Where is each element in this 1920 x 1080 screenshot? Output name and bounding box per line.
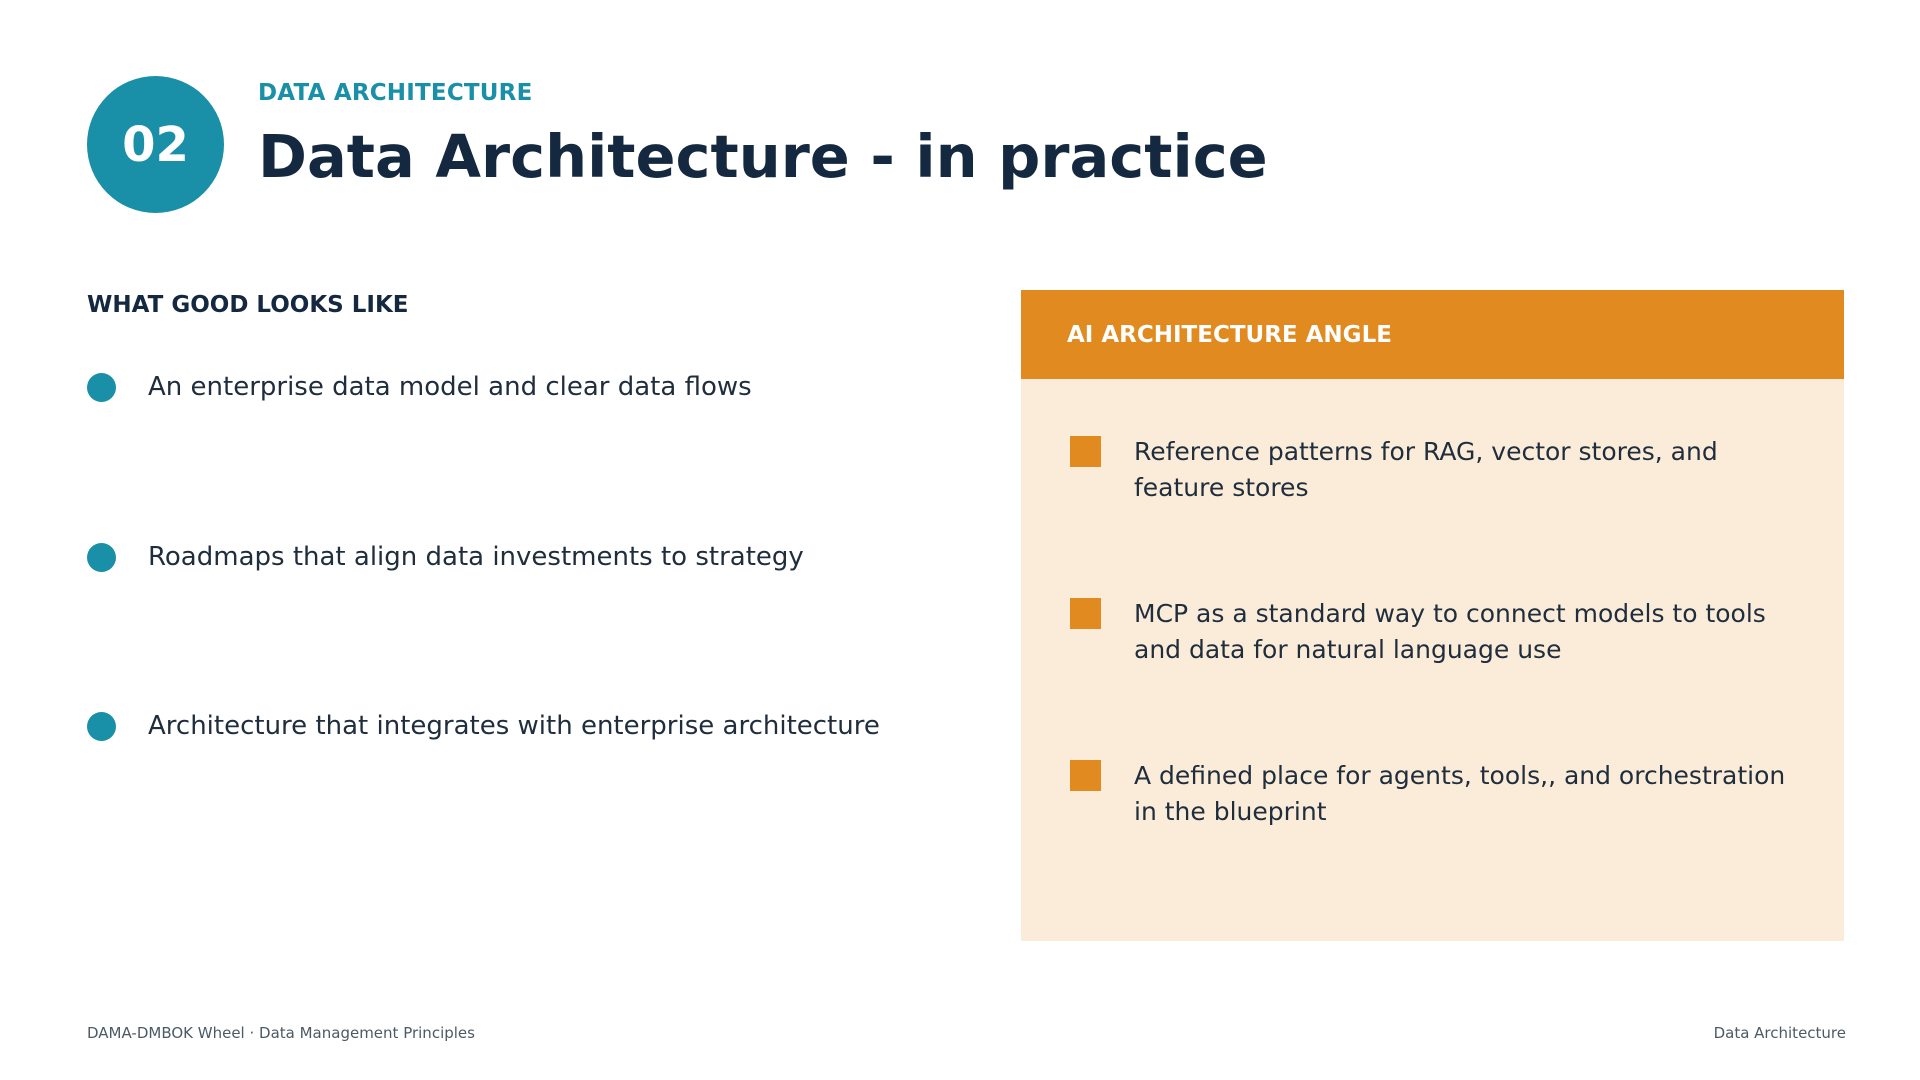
left-list-item-text: Roadmaps that align data investments to strategy: [148, 542, 804, 572]
panel-list-item: [1070, 434, 1810, 506]
left-list-item-text: An enterprise data model and clear data flows: [148, 372, 752, 402]
bullet-dot-icon: [87, 712, 116, 741]
bullet-dot-icon: [87, 543, 116, 572]
left-list-item: [87, 372, 752, 402]
bullet-square-icon: [1070, 436, 1101, 467]
panel-list-item-text: A defined place for agents, tools,, and orchestration in the blueprint: [1134, 761, 1786, 826]
panel-list-item-text: Reference patterns for RAG, vector stores, and feature stores: [1134, 437, 1718, 502]
panel-header: [1021, 290, 1844, 379]
panel-list-item: [1070, 596, 1810, 668]
bullet-square-icon: [1070, 598, 1101, 629]
section-eyebrow: DATA ARCHITECTURE: [258, 80, 533, 106]
panel-list-item-text: MCP as a standard way to connect models to tools and data for natural language use: [1134, 599, 1766, 664]
footer-left-text: DAMA-DMBOK Wheel · Data Management Principles: [87, 1024, 475, 1042]
bullet-square-icon: [1070, 760, 1101, 791]
footer-right-text: Data Architecture: [1713, 1024, 1846, 1042]
panel-header-title: AI ARCHITECTURE ANGLE: [1067, 321, 1392, 348]
left-list-item: [87, 542, 804, 572]
ai-architecture-panel: [1021, 290, 1844, 941]
bullet-dot-icon: [87, 373, 116, 402]
left-list-item: [87, 711, 880, 741]
panel-list-item: [1070, 758, 1810, 830]
left-section-label: WHAT GOOD LOOKS LIKE: [87, 292, 409, 318]
left-list-item-text: Architecture that integrates with enterprise architecture: [148, 711, 880, 741]
page-title: Data Architecture - in practice: [258, 122, 1268, 191]
section-number-badge: [87, 76, 224, 213]
section-number: 02: [122, 116, 189, 173]
